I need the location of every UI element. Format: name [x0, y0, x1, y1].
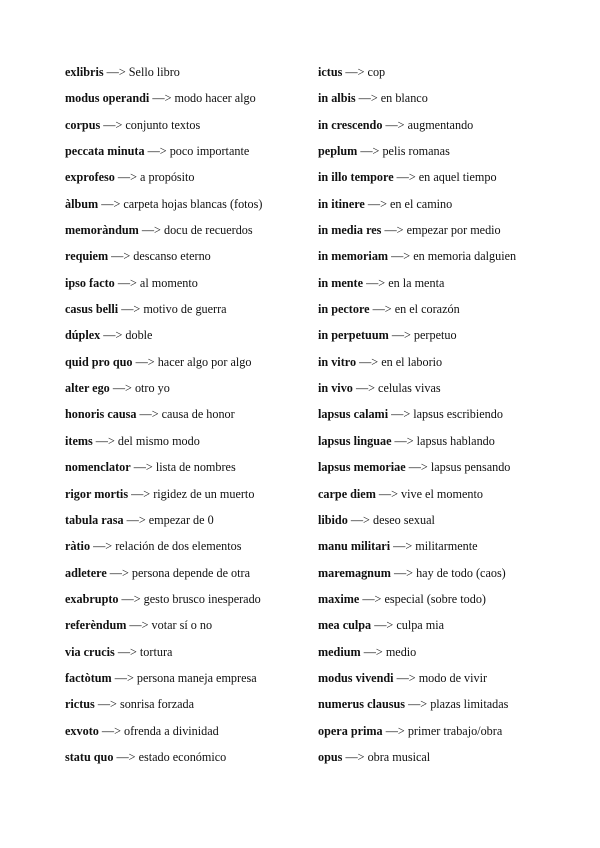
entry-term: maremagnum	[318, 565, 391, 580]
entry-term: statu quo	[65, 749, 114, 764]
entry-arrow: —>	[108, 249, 134, 264]
entry-definition: lista de nombres	[155, 460, 236, 475]
glossary-entry	[65, 141, 310, 167]
entry-arrow: —>	[100, 328, 126, 343]
glossary-entry	[318, 694, 588, 720]
glossary-entry	[65, 88, 310, 114]
entry-arrow: —>	[123, 512, 149, 527]
entry-definition: docu de recuerdos	[163, 223, 253, 238]
glossary-entry	[318, 457, 588, 483]
glossary-entry	[318, 431, 588, 457]
entry-arrow: —>	[136, 407, 162, 422]
entry-arrow: —>	[359, 591, 385, 606]
entry-term: numerus clausus	[318, 697, 406, 712]
glossary-entry	[65, 510, 310, 536]
entry-term: àlbum	[65, 196, 99, 211]
entry-arrow: —>	[114, 170, 141, 185]
entry-term: in memoriam	[318, 249, 389, 264]
entry-definition: estado económico	[138, 749, 227, 764]
entry-definition: Sello libro	[128, 65, 180, 79]
entry-definition: celulas vivas	[378, 381, 441, 396]
glossary-entry	[65, 325, 310, 351]
entry-term: exvoto	[65, 723, 99, 738]
entry-definition: plazas limitadas	[430, 697, 509, 712]
entry-arrow: —>	[98, 723, 124, 738]
entry-definition: persona depende de otra	[131, 565, 250, 580]
entry-definition: primer trabajo/obra	[407, 723, 503, 738]
entry-definition: a propósito	[140, 170, 195, 185]
glossary-entry	[318, 352, 588, 378]
entry-term: rictus	[65, 697, 95, 712]
entry-definition: lapsus pensando	[430, 460, 511, 475]
entry-arrow: —>	[100, 117, 126, 132]
entry-term: items	[65, 433, 93, 448]
entry-arrow: —>	[355, 91, 381, 106]
entry-definition: ofrenda a divinidad	[124, 723, 219, 738]
entry-arrow: —>	[393, 670, 419, 685]
entry-definition: carpeta hojas blancas (fotos)	[123, 196, 263, 211]
glossary-entry	[318, 299, 588, 325]
entry-term: modus operandi	[65, 91, 150, 106]
entry-arrow: —>	[405, 460, 431, 475]
entry-arrow: —>	[132, 354, 158, 369]
glossary-entry	[65, 668, 310, 694]
entry-arrow: —>	[405, 697, 431, 712]
entry-term: libido	[318, 512, 348, 527]
entry-definition: hacer algo por algo	[157, 354, 252, 369]
entry-arrow: —>	[347, 512, 373, 527]
glossary-entry	[65, 457, 310, 483]
entry-term: in vitro	[318, 354, 357, 369]
entry-arrow: —>	[369, 302, 395, 317]
entry-term: manu militari	[318, 539, 391, 554]
glossary-entry	[65, 615, 310, 641]
entry-arrow: —>	[356, 354, 382, 369]
glossary-entry	[318, 194, 588, 220]
entry-term: in albis	[318, 91, 356, 106]
entry-term: opus	[318, 749, 343, 764]
entry-term: tabula rasa	[65, 512, 124, 527]
entry-arrow: —>	[114, 275, 140, 290]
entry-arrow: —>	[382, 117, 408, 132]
entry-term: in itinere	[318, 196, 365, 211]
glossary-entry	[318, 536, 588, 562]
entry-term: in pectore	[318, 302, 370, 317]
entry-term: dúplex	[65, 328, 101, 343]
glossary-entry	[318, 62, 588, 88]
glossary-entry	[65, 404, 310, 430]
glossary-entry	[318, 325, 588, 351]
entry-term: honoris causa	[65, 407, 137, 422]
entry-arrow: —>	[363, 275, 389, 290]
entry-term: in mente	[318, 275, 364, 290]
entry-arrow: —>	[390, 565, 417, 580]
entry-definition: perpetuo	[413, 328, 457, 343]
entry-arrow: —>	[114, 644, 140, 659]
glossary-entry	[318, 615, 588, 641]
entry-term: opera prima	[318, 723, 383, 738]
glossary-entry	[65, 721, 310, 747]
glossary-entry	[318, 642, 588, 668]
entry-definition: en blanco	[380, 91, 428, 106]
glossary-entry	[65, 352, 310, 378]
entry-definition: gesto brusco inesperado	[143, 591, 261, 606]
entry-arrow: —>	[381, 223, 407, 238]
glossary-entry	[318, 668, 588, 694]
entry-definition: en el laborio	[381, 354, 443, 369]
glossary-entry	[65, 484, 310, 510]
entry-definition: empezar por medio	[406, 223, 501, 238]
entry-definition: doble	[125, 328, 153, 343]
entry-definition: augmentando	[407, 117, 474, 132]
entry-term: requiem	[65, 249, 109, 264]
entry-term: carpe diem	[318, 486, 376, 501]
entry-term: lapsus memoriae	[318, 460, 406, 475]
entry-term: memoràndum	[65, 223, 139, 238]
entry-term: lapsus calami	[318, 407, 389, 422]
entry-definition: sonrisa forzada	[119, 697, 195, 712]
entry-term: mea culpa	[318, 618, 372, 633]
entry-definition: culpa mia	[396, 618, 445, 633]
glossary-entry	[65, 220, 310, 246]
glossary-entry	[318, 510, 588, 536]
entry-definition: en aquel tiempo	[418, 170, 497, 185]
entry-definition: rigidez de un muerto	[153, 486, 255, 501]
entry-definition: empezar de 0	[148, 512, 214, 527]
entry-arrow: —>	[130, 460, 156, 475]
entry-definition: al momento	[139, 275, 198, 290]
entry-term: in vivo	[318, 381, 353, 396]
entry-arrow: —>	[144, 144, 170, 159]
entry-definition: modo hacer algo	[174, 91, 256, 106]
glossary-column-right	[318, 62, 588, 773]
entry-definition: en memoria dalguien	[413, 249, 517, 264]
entry-arrow: —>	[393, 170, 419, 185]
entry-arrow: —>	[118, 591, 144, 606]
entry-definition: descanso eterno	[133, 249, 211, 264]
entry-definition: relación de dos elementos	[115, 539, 242, 554]
entry-definition: lapsus hablando	[416, 433, 495, 448]
entry-arrow: —>	[106, 565, 132, 580]
entry-definition: en el corazón	[394, 302, 460, 317]
glossary-entry	[65, 115, 310, 141]
glossary-entry	[65, 378, 310, 404]
entry-arrow: —>	[388, 328, 414, 343]
entry-definition: obra musical	[367, 749, 431, 764]
entry-arrow: —>	[126, 618, 152, 633]
glossary-entry	[318, 88, 588, 114]
entry-definition: especial (sobre todo)	[384, 591, 486, 606]
entry-term: exabrupto	[65, 591, 119, 606]
entry-definition: medio	[385, 644, 417, 659]
entry-definition: motivo de guerra	[143, 302, 227, 317]
entry-arrow: —>	[390, 539, 416, 554]
entry-arrow: —>	[128, 486, 154, 501]
entry-arrow: —>	[94, 697, 120, 712]
entry-definition: conjunto textos	[125, 117, 201, 132]
entry-arrow: —>	[391, 433, 417, 448]
entry-definition: hay de todo (caos)	[416, 565, 506, 580]
entry-arrow: —>	[92, 433, 118, 448]
entry-arrow: —>	[342, 65, 368, 79]
entry-arrow: —>	[388, 249, 414, 264]
entry-arrow: —>	[352, 381, 379, 396]
glossary-entry	[318, 563, 588, 589]
entry-arrow: —>	[360, 644, 386, 659]
glossary-entry	[318, 721, 588, 747]
glossary-entry	[65, 563, 310, 589]
entry-term: medium	[318, 644, 361, 659]
entry-term: maxime	[318, 591, 360, 606]
entry-arrow: —>	[118, 302, 144, 317]
glossary-entry	[65, 194, 310, 220]
entry-definition: persona maneja empresa	[136, 670, 257, 685]
glossary-entry	[65, 642, 310, 668]
glossary-entry	[318, 484, 588, 510]
entry-arrow: —>	[357, 144, 383, 159]
glossary-entry	[318, 220, 588, 246]
entry-definition: en el camino	[389, 196, 453, 211]
glossary-entry	[65, 431, 310, 457]
glossary-entry	[318, 404, 588, 430]
entry-arrow: —>	[149, 91, 175, 106]
entry-definition: poco importante	[169, 144, 250, 159]
entry-term: exlibris	[65, 65, 104, 79]
entry-term: corpus	[65, 117, 101, 132]
entry-arrow: —>	[98, 196, 124, 211]
glossary-entry	[65, 536, 310, 562]
entry-arrow: —>	[111, 670, 137, 685]
entry-definition: tortura	[139, 644, 173, 659]
glossary-entry	[318, 246, 588, 272]
glossary-entry	[318, 167, 588, 193]
entry-term: rigor mortis	[65, 486, 129, 501]
glossary-entry	[318, 273, 588, 299]
entry-definition: lapsus escribiendo	[413, 407, 503, 422]
entry-term: factòtum	[65, 670, 112, 685]
entry-term: casus belli	[65, 302, 119, 317]
glossary-entry	[65, 299, 310, 325]
glossary-entry	[65, 589, 310, 615]
entry-definition: vive el momento	[401, 486, 483, 501]
entry-term: via crucis	[65, 644, 115, 659]
entry-definition: causa de honor	[161, 407, 235, 422]
entry-term: peccata minuta	[65, 144, 145, 159]
glossary-column-left	[65, 62, 310, 773]
entry-term: quid pro quo	[65, 354, 133, 369]
entry-arrow: —>	[342, 749, 368, 764]
glossary-entry	[65, 273, 310, 299]
entry-definition: votar sí o no	[151, 618, 213, 633]
entry-term: exprofeso	[65, 170, 115, 185]
glossary-entry	[65, 62, 310, 88]
entry-definition: deseo sexual	[372, 512, 435, 527]
entry-term: referèndum	[65, 618, 127, 633]
entry-arrow: —>	[109, 381, 135, 396]
entry-term: lapsus linguae	[318, 433, 392, 448]
entry-definition: modo de vivir	[418, 670, 488, 685]
glossary-entry	[318, 378, 588, 404]
entry-arrow: —>	[113, 749, 139, 764]
entry-term: modus vivendi	[318, 670, 394, 685]
entry-arrow: —>	[364, 196, 390, 211]
entry-term: in crescendo	[318, 117, 383, 132]
entry-term: nomenclator	[65, 460, 131, 475]
entry-term: ictus	[318, 65, 343, 79]
entry-definition: en la menta	[388, 275, 445, 290]
glossary-entry	[318, 115, 588, 141]
glossary-entry	[65, 747, 310, 773]
entry-definition: pelis romanas	[382, 144, 450, 159]
entry-arrow: —>	[138, 223, 164, 238]
entry-term: peplum	[318, 144, 358, 159]
glossary-entry	[65, 246, 310, 272]
entry-term: alter ego	[65, 381, 110, 396]
glossary-entry	[318, 141, 588, 167]
entry-arrow: —>	[103, 65, 129, 79]
entry-term: ipso facto	[65, 275, 115, 290]
entry-term: in media res	[318, 223, 382, 238]
entry-term: ràtio	[65, 539, 91, 554]
glossary-entry	[65, 167, 310, 193]
glossary-entry	[318, 747, 588, 773]
glossary-entry	[318, 589, 588, 615]
entry-definition: otro yo	[134, 381, 170, 396]
entry-arrow: —>	[371, 618, 397, 633]
glossary-entry	[65, 694, 310, 720]
entry-arrow: —>	[382, 723, 408, 738]
entry-term: adletere	[65, 565, 107, 580]
entry-term: in illo tempore	[318, 170, 394, 185]
entry-definition: del mismo modo	[117, 433, 200, 448]
entry-arrow: —>	[90, 539, 116, 554]
entry-definition: cop	[367, 65, 386, 79]
entry-arrow: —>	[375, 486, 402, 501]
entry-term: in perpetuum	[318, 328, 389, 343]
entry-arrow: —>	[388, 407, 414, 422]
entry-definition: militarmente	[415, 539, 478, 554]
